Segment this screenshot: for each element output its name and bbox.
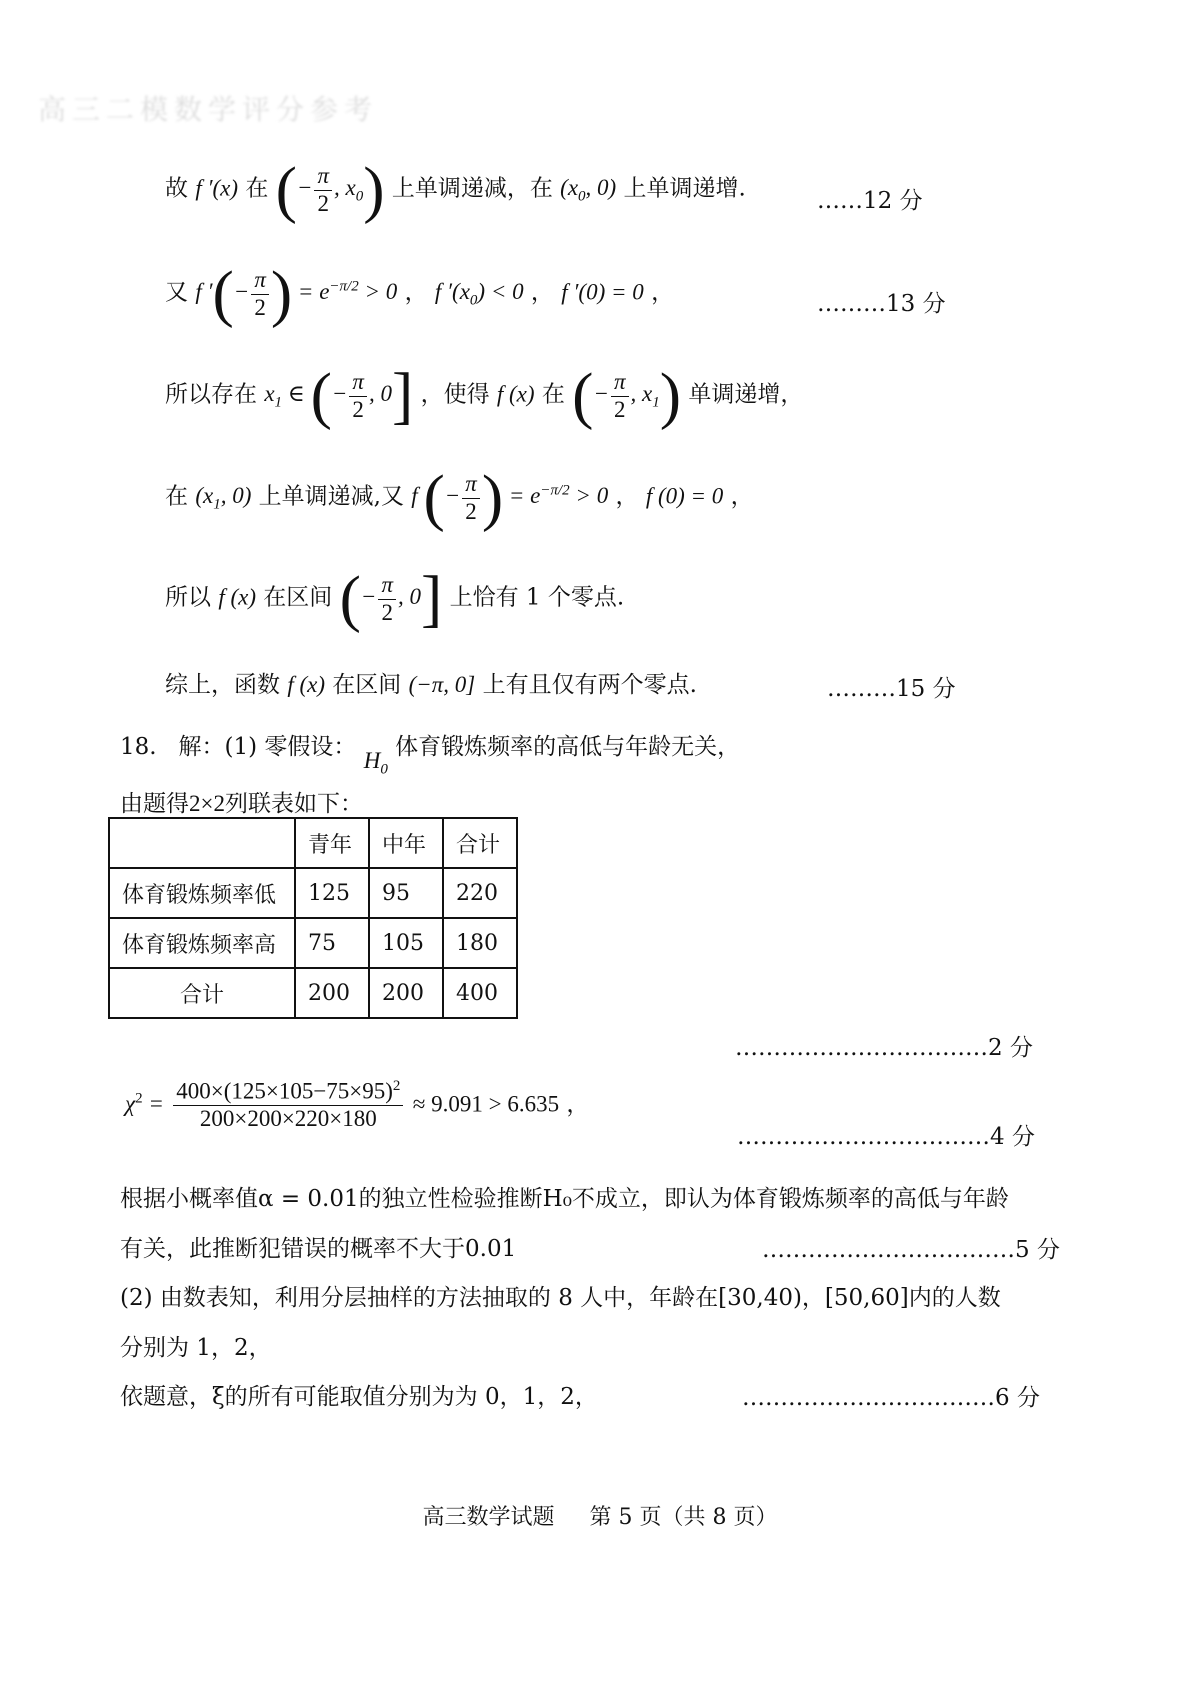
table-intro	[120, 785, 363, 818]
math-f-x-2: f (x)	[218, 584, 256, 610]
text: ，	[730, 483, 754, 510]
score-13: ………13 分	[817, 291, 946, 317]
line-decreasing	[165, 462, 754, 533]
line-exists-x1	[165, 360, 804, 431]
score-6: ……………………………6 分	[742, 1385, 1040, 1411]
math-fprime-x: f ′(x)	[195, 175, 239, 201]
table-cell: 体育锻炼频率高	[109, 918, 295, 968]
line-12	[165, 154, 746, 225]
table-cell: 400	[443, 968, 517, 1018]
table-cell: 180	[443, 918, 517, 968]
math-h0: $H_0$	[363, 748, 388, 778]
footer-title: 高三数学试题	[422, 1505, 555, 1530]
text: 上单调递减,又	[258, 483, 404, 510]
score-15: ………15 分	[827, 676, 956, 702]
text: ，	[615, 483, 639, 510]
line-one-zero	[165, 563, 625, 634]
table-cell: 200	[295, 968, 369, 1018]
text: 上单调递减，在	[391, 175, 553, 202]
part2-line1: (2) 由数表知，利用分层抽样的方法抽取的 8 人中，年龄在[30,40)，[50,60]内的人数	[120, 1285, 1001, 1311]
footer-page-number: 第 5 页（共 8 页）	[589, 1505, 778, 1530]
table-row	[109, 968, 517, 1018]
text: 故	[165, 175, 188, 202]
text: 由题得	[120, 791, 189, 817]
table-row	[109, 918, 517, 968]
text: 上恰有 1 个零点.	[449, 584, 625, 611]
part2-line2: 分别为 1，2，	[120, 1335, 272, 1361]
conclusion-line1: 根据小概率值α = 0.01的独立性检验推断H₀不成立，即认为体育锻炼频率的高低与年龄	[120, 1186, 1009, 1212]
text: 综上，函数	[165, 672, 280, 698]
text: ，	[404, 279, 428, 306]
text: 在	[245, 175, 269, 202]
conclusion-line2: 有关，此推断犯错误的概率不大于0.01	[120, 1236, 517, 1262]
math-chi2: $\chi^2$ =	[125, 1090, 164, 1117]
math-interval: (− $\frac{\pi}{2}$ , $x_0$)	[275, 154, 385, 225]
page-footer	[0, 1500, 1200, 1531]
math-f-x-3: f (x)	[287, 672, 325, 697]
table-cell: 合计	[443, 818, 517, 868]
text: 在	[541, 381, 565, 408]
math-interval2: ($x_0$, 0)	[560, 175, 617, 205]
part2-line3: 依题意，ξ的所有可能取值分别为为 0，1，2，	[120, 1384, 598, 1410]
text: ，	[651, 279, 675, 306]
table-cell: 中年	[369, 818, 443, 868]
text: ，使得	[420, 381, 490, 408]
line-13	[165, 258, 675, 329]
table-header-row	[109, 818, 517, 868]
q18-intro	[120, 728, 741, 778]
table-cell: 青年	[295, 818, 369, 868]
table-cell: 220	[443, 868, 517, 918]
text: 所以	[165, 584, 211, 611]
question-number: 18.	[120, 734, 157, 760]
math-fprime-x0: f $'(x_0) < 0$	[434, 279, 524, 309]
table-cell: 合计	[109, 968, 295, 1018]
text: 列联表如下：	[224, 791, 363, 817]
math-x1-0: ($x_1$, 0)	[195, 483, 252, 513]
table-cell: 105	[369, 918, 443, 968]
chi-numerator: 400×(125×105−75×95)	[176, 1078, 393, 1104]
text: 在区间	[332, 672, 402, 698]
text: 体育锻炼频率的高低与年龄无关，	[395, 734, 741, 760]
chi-denominator: 200×200×220×180	[199, 1106, 377, 1132]
table-cell: 体育锻炼频率低	[109, 868, 295, 918]
table-cell: 200	[369, 968, 443, 1018]
score-4: ……………………………4 分	[737, 1124, 1035, 1150]
math-f-x: f (x)	[496, 381, 535, 407]
text: 解：(1) 零假设：	[178, 734, 357, 760]
text: 在	[165, 483, 188, 510]
text: ，	[530, 279, 554, 306]
math-f0: f (0) = 0	[645, 483, 724, 509]
text: 上有且仅有两个零点.	[482, 672, 697, 698]
math-fprime-value: f ′(− $\frac{\pi}{2}$ ) = $e^{-\pi/2} > 0$	[195, 258, 398, 329]
contingency-table	[108, 817, 518, 1019]
score-12: ……12 分	[817, 188, 923, 214]
text: 在区间	[263, 584, 333, 611]
text: ，	[566, 1091, 590, 1118]
math-x1-in: $x_1$ ∈ (− $\frac{\pi}{2}$ , 0]	[264, 360, 414, 431]
text: 又	[165, 279, 188, 306]
math-2x2: 2×2	[189, 791, 225, 816]
table-cell: 75	[295, 918, 369, 968]
text: 单调递增，	[688, 381, 804, 408]
table-row	[109, 868, 517, 918]
score-2: ……………………………2 分	[735, 1035, 1033, 1061]
text: 上单调递增.	[623, 175, 746, 202]
table-cell: 125	[295, 868, 369, 918]
table-cell: 95	[369, 868, 443, 918]
score-5: ……………………………5 分	[762, 1237, 1060, 1263]
math-interval-pi: (−π, 0]	[408, 672, 476, 697]
line-summary	[165, 666, 697, 699]
chi-result: ≈ 9.091 > 6.635	[412, 1091, 560, 1117]
chi-square-formula	[125, 1078, 589, 1133]
faded-header: 高三二模数学评分参考	[38, 93, 379, 126]
text: 所以存在	[165, 381, 257, 408]
math-fprime-0: f ′(0) = 0	[561, 279, 644, 305]
math-f-value: f (− $\frac{\pi}{2}$ ) = $e^{-\pi/2} > 0$	[411, 462, 609, 533]
math-interval-x1: (− $\frac{\pi}{2}$ , $x_1$)	[572, 360, 682, 431]
chi-fraction: $\frac{400\times(125\times 105-75\times 95)^2}{200\times 200\times 220\times 180}$	[173, 1078, 403, 1133]
table-cell	[109, 818, 295, 868]
math-interval-half: (− $\frac{\pi}{2}$ , 0]	[339, 563, 443, 634]
